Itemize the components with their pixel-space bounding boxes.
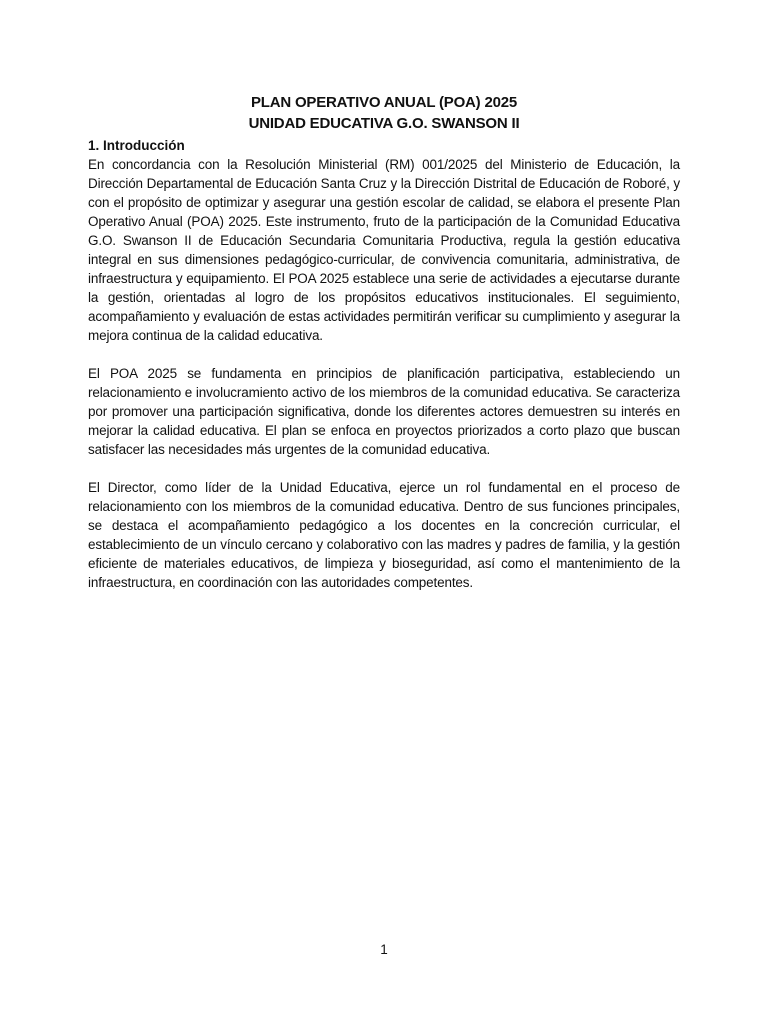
title-line-2: UNIDAD EDUCATIVA G.O. SWANSON II: [248, 115, 520, 132]
page-number: 1: [380, 942, 388, 957]
title-line-1: PLAN OPERATIVO ANUAL (POA) 2025: [250, 94, 518, 111]
document-body: [88, 136, 680, 611]
paragraph-2: El POA 2025 se fundamenta en principios de planificación participativa, estableciendo un relacionamiento e involucramiento activo de los miembros de la comunidad educativa. Se caracteriza por promover una participación significativa, donde los diferentes actores demuestren su interés en mejorar la calidad educativa. El plan se enfoca en proyectos priorizados a corto plazo que buscan satisfacer las necesidades más urgentes de la comunidad educativa.: [88, 366, 680, 457]
paragraph-3: El Director, como líder de la Unidad Educativa, ejerce un rol fundamental en el proceso de relacionamiento con los miembros de la comunidad educativa. Dentro de sus funciones principales, se destaca el acompañamiento pedagógico a los docentes en la concreción curricular, el establecimiento de un vínculo cercano y colaborativo con las madres y padres de familia, y la gestión eficiente de materiales educativos, de limpieza y bioseguridad, así como el mantenimiento de la infraestructura, en coordinación con las autoridades competentes.: [88, 480, 680, 590]
document-title: [88, 92, 680, 134]
paragraph-1: En concordancia con la Resolución Ministerial (RM) 001/2025 del Ministerio de Educación, la Dirección Departamental de Educación Santa Cruz y la Dirección Distrital de Educación de Roboré, y con el propósito de optimizar y asegurar una gestión escolar de calidad, se elabora el presente Plan Operativo Anual (POA) 2025. Este instrumento, fruto de la participación de la Comunidad Educativa G.O. Swanson II de Educación Secundaria Comunitaria Productiva, regula la gestión educativa integral en sus dimensiones pedagógico-curricular, de convivencia comunitaria, administrativa, de infraestructura y equipamiento. El POA 2025 establece una serie de actividades a ejecutarse durante la gestión, orientadas al logro de los propósitos educativos institucionales. El seguimiento, acompañamiento y evaluación de estas actividades permitirán verificar su cumplimiento y asegurar la mejora continua de la calidad educativa.: [88, 157, 680, 343]
section-heading: 1. Introducción: [88, 138, 185, 153]
